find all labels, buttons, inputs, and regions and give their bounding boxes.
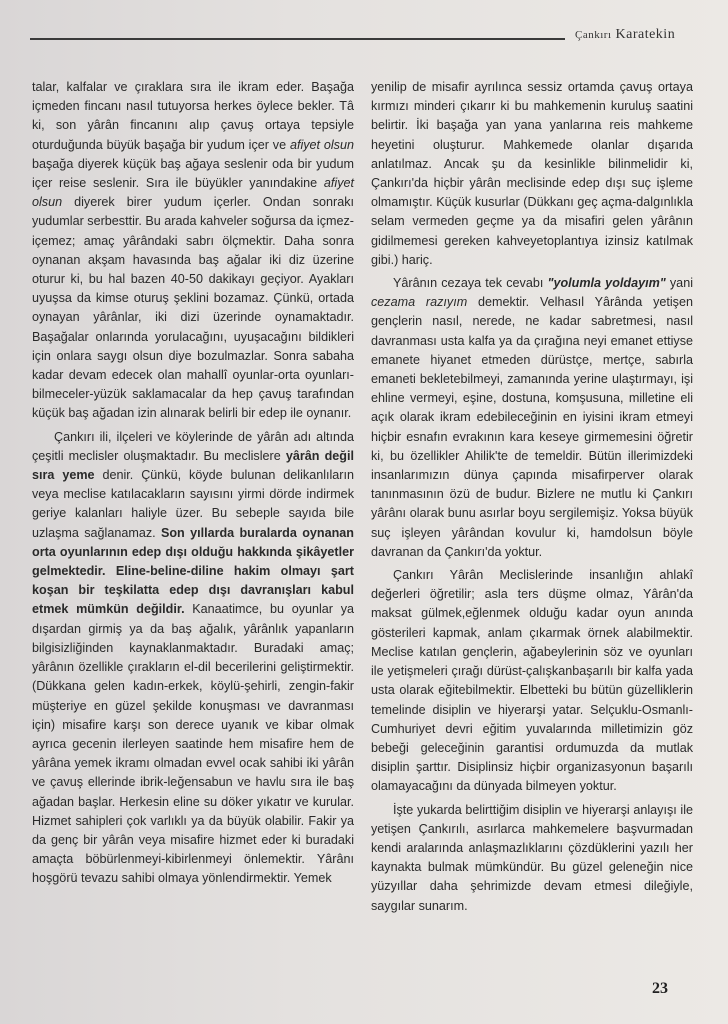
text-run: demektir. Velhasıl Yârânda yetişen gençlerin nasıl, nerede, ne kadar sabretmesi, nasıl davranması usta kalfa ya da çırağına neyi emanet ettiyse emanete hiyanet etmeden dürüstçe, mertçe, sabırla emaneti bekletebilmeyi, zamanında yerine ulaştırmayı, işi ehline vermeyi, eşine, dostuna, komşusuna, milletine eli açık olarak ikram edebileceğinin en iyisini ikram etmeyi hiçbir esnafın evrakının kara keseye girmemesini öğretir ki, bu özellikler Ahilik'te de temeldir. Bütün illerimizdeki insanlarımızın dünya çapında misafirperver olarak tanınmasının özü de budur. Bizlere ne mutlu ki Çankırı yârânı olarak bunu asırlar boyu sergilemişiz. Yoksa büyük suç işleyen yârândan kovulur ki, hamdolsun böyle davranan da Çankırı'da yoktur. [371,295,693,559]
text-run: denir. Çünkü, köyde bulunan delikanlıların veya meclise katılacakların sayısını yirmi dörde indirmek geriye kalanları haliyle üzer. Bu sebeple sayıda bile uzlaşma sağlanamaz. [32,468,354,540]
bold-run: Son yıllarda buralarda oynanan orta oyunlarının edep dışı olduğu hakkında şikâyetler gelmektedir. Eline-beline-diline hakim olmayı şart koşan bir teşkilatta edep dışı davranışları kabul etmek mümkün değildir. [32,525,354,617]
italic-run: afiyet olsun [289,137,354,152]
bold-italic-run: "yolumla yoldayım" [547,276,666,291]
page-number: 23 [652,980,668,997]
text-run: Çankırı Yârân Meclislerinde insanlığın ahlakî değerleri öğretilir; asla ters düşme olmaz, Yârân'da maksat gülmek,eğlenmek olduğu kadar oyun anında gösterileri kapmak, anlam çıkarmak örnek alabilmektir. Meclise katılan gençlerin, ağabeylerinin söz ve oyunları ile yetişmeleri çırağı dürüst-çalışkanbaşarılı bir kalfa yada usta olarak eğitebilmektir. Elbetteki bu bütün güzelliklerin temelinde disiplin ve hiyerarşi yatar. Selçuklu-Osmanlı-Cumhuriyet devri eğitim yuvalarında milletimizin göz bebeği geleceğinin garantisi ordumuzda da mutlak disiplin şarttır. Disiplinsiz hiçbir organizasyonun başarılı olamayacağını da dünyada bilmeyen yoktur. [371,568,693,794]
italic-run: afiyet olsun [32,176,354,210]
right-column [371,78,693,916]
right-paragraph-1 [371,78,693,270]
text-run: Çankırı ili, ilçeleri ve köylerinde de yârân adı altında çeşitli meclisler oluşmaktadır. Bu meclislere [32,429,354,463]
header-rule [30,38,565,40]
right-paragraph-4 [371,801,693,916]
text-run: başağa diyerek küçük baş ağaya seslenir oda bir yudum içer reise seslenir. Sıra ile büyükler yanındakine [32,156,354,191]
left-paragraph-2 [32,428,354,889]
text-run: İşte yukarda belirttiğim disiplin ve hiyerarşi anlayışı ile yetişen Çankırılı, asırlarca mahkemelere başvurmadan kendi aralarında anlaşmazlıklarını çözdüklerini yazılı her kaynakta bulmak mümkündür. Bu güzel geleneğin nice yüzyıllar daha şehrimizde devam etmesi dileğiyle, saygılar sunarım. [371,802,693,913]
text-run: diyerek birer yudum içerler. Ondan sonrakı yudumlar serbesttir. Bu arada kahveler soğursa da içmez-içemez; amaç yârândaki sabrı ölçmektir. Daha sonra oynanan akşam havasında baş ağalar iki diz üzerine oturur ki, bu hal bazen 40-50 dakikayı geçiyor. Ayakları uyuşsa da kimse oturuş şeklini bozamaz. Çünkü, ortada oynayan yârânlar, iki dizi üzerinde oynamaktadır. Başağalar onlarında yorulacağını, uyuşacağını bildikleri için onlara saygı olsun diye bozulmazlar. Sonra sabaha kadar devam edecek olan mahallî oyunlar-orta oyunları-bilmeceler-yüzük saklamacalar da hep çavuş tarafından küçük baş ağadan izin alınarak belirli bir edep ile oynanır. [32,195,354,421]
text-run: Yârânın cezaya tek cevabı [393,276,548,291]
italic-run: cezama razıyım [371,295,468,310]
running-head [575,27,725,43]
right-paragraph-3 [371,566,693,796]
left-paragraph-1 [32,78,354,424]
text-run: yani [665,276,693,291]
text-run: yenilip de misafir ayrılınca sessiz ortamda çavuş ortaya kırmızı minderi çıkarır ki bu mahkemenin kuruluş saatini belirtir. İki başağa yan yana yanlarına reis mahkeme heyetini oluşturur. Mahkemede olanlar dışarıda anlatılmaz. Ancak şu da kesinlikle bilinmelidir ki, Çankırı'da hiçbir yârân meclisinde edep dışı suç işleme olmamıştır. Küçük kusurlar (Dükkanı geç açma-dalgınlıkla selam vermeden geçme ya da misafiri gelen yârânın gidilmemesi gereken kahveyetoplantıya izinsiz katılmak gibi.) hariç. [371,80,693,267]
left-column [32,78,354,889]
right-paragraph-2 [371,274,693,562]
bold-run: yârân değil sıra yeme [32,448,354,483]
text-run: Kanaatimce, bu oyunlar ya dışardan girmiş ya da baş ağalık, yârânlık yapanların bilgisizliğinden kaynaklanmaktadır. Buradaki amaç; yârânın özellikle çırakların el-dil becerilerini geliştirmektir. (Dükkana gelen kadın-erkek, köylü-şehirli, zengin-fakir müşteriye en güzel şekilde konuşması ve davranması için) misafire karşı son derece uyanık ve kibar olmak ayrıca gecenin ilerleyen saatinde hem misafire hem de yârâna yemek ikramı olmadan evvel ocak sahibi iki yârân ve çavuş ellerinde ibrik-leğensabun ve havlu sıra ile baş ağadan başlar. Herkesin eline su döker yıkatır ve kurular. Hizmet sahipleri çok varlıklı ya da büyük olabilir. Fakir ya da genç bir yârân veya misafire hizmet eder ki buradaki amaçta böbürlenmeyi-kibirlenmeyi önlemektir. Yârânı hoşgörü tevazu sahibi olmaya yönlendirmektir. Yemek [32,602,354,886]
running-head-second: Karatekin [615,27,676,42]
running-head-first: Çankırı [575,29,612,41]
text-run: talar, kalfalar ve çıraklara sıra ile ikram eder. Başağa içmeden fincanı nasıl tutuyorsa herkes öylece bekler. Tâ ki, son yârân fincanını alıp çavuş ortaya tepsiyle oturduğunda büyük başağa bir yudum içer ve [32,80,354,152]
